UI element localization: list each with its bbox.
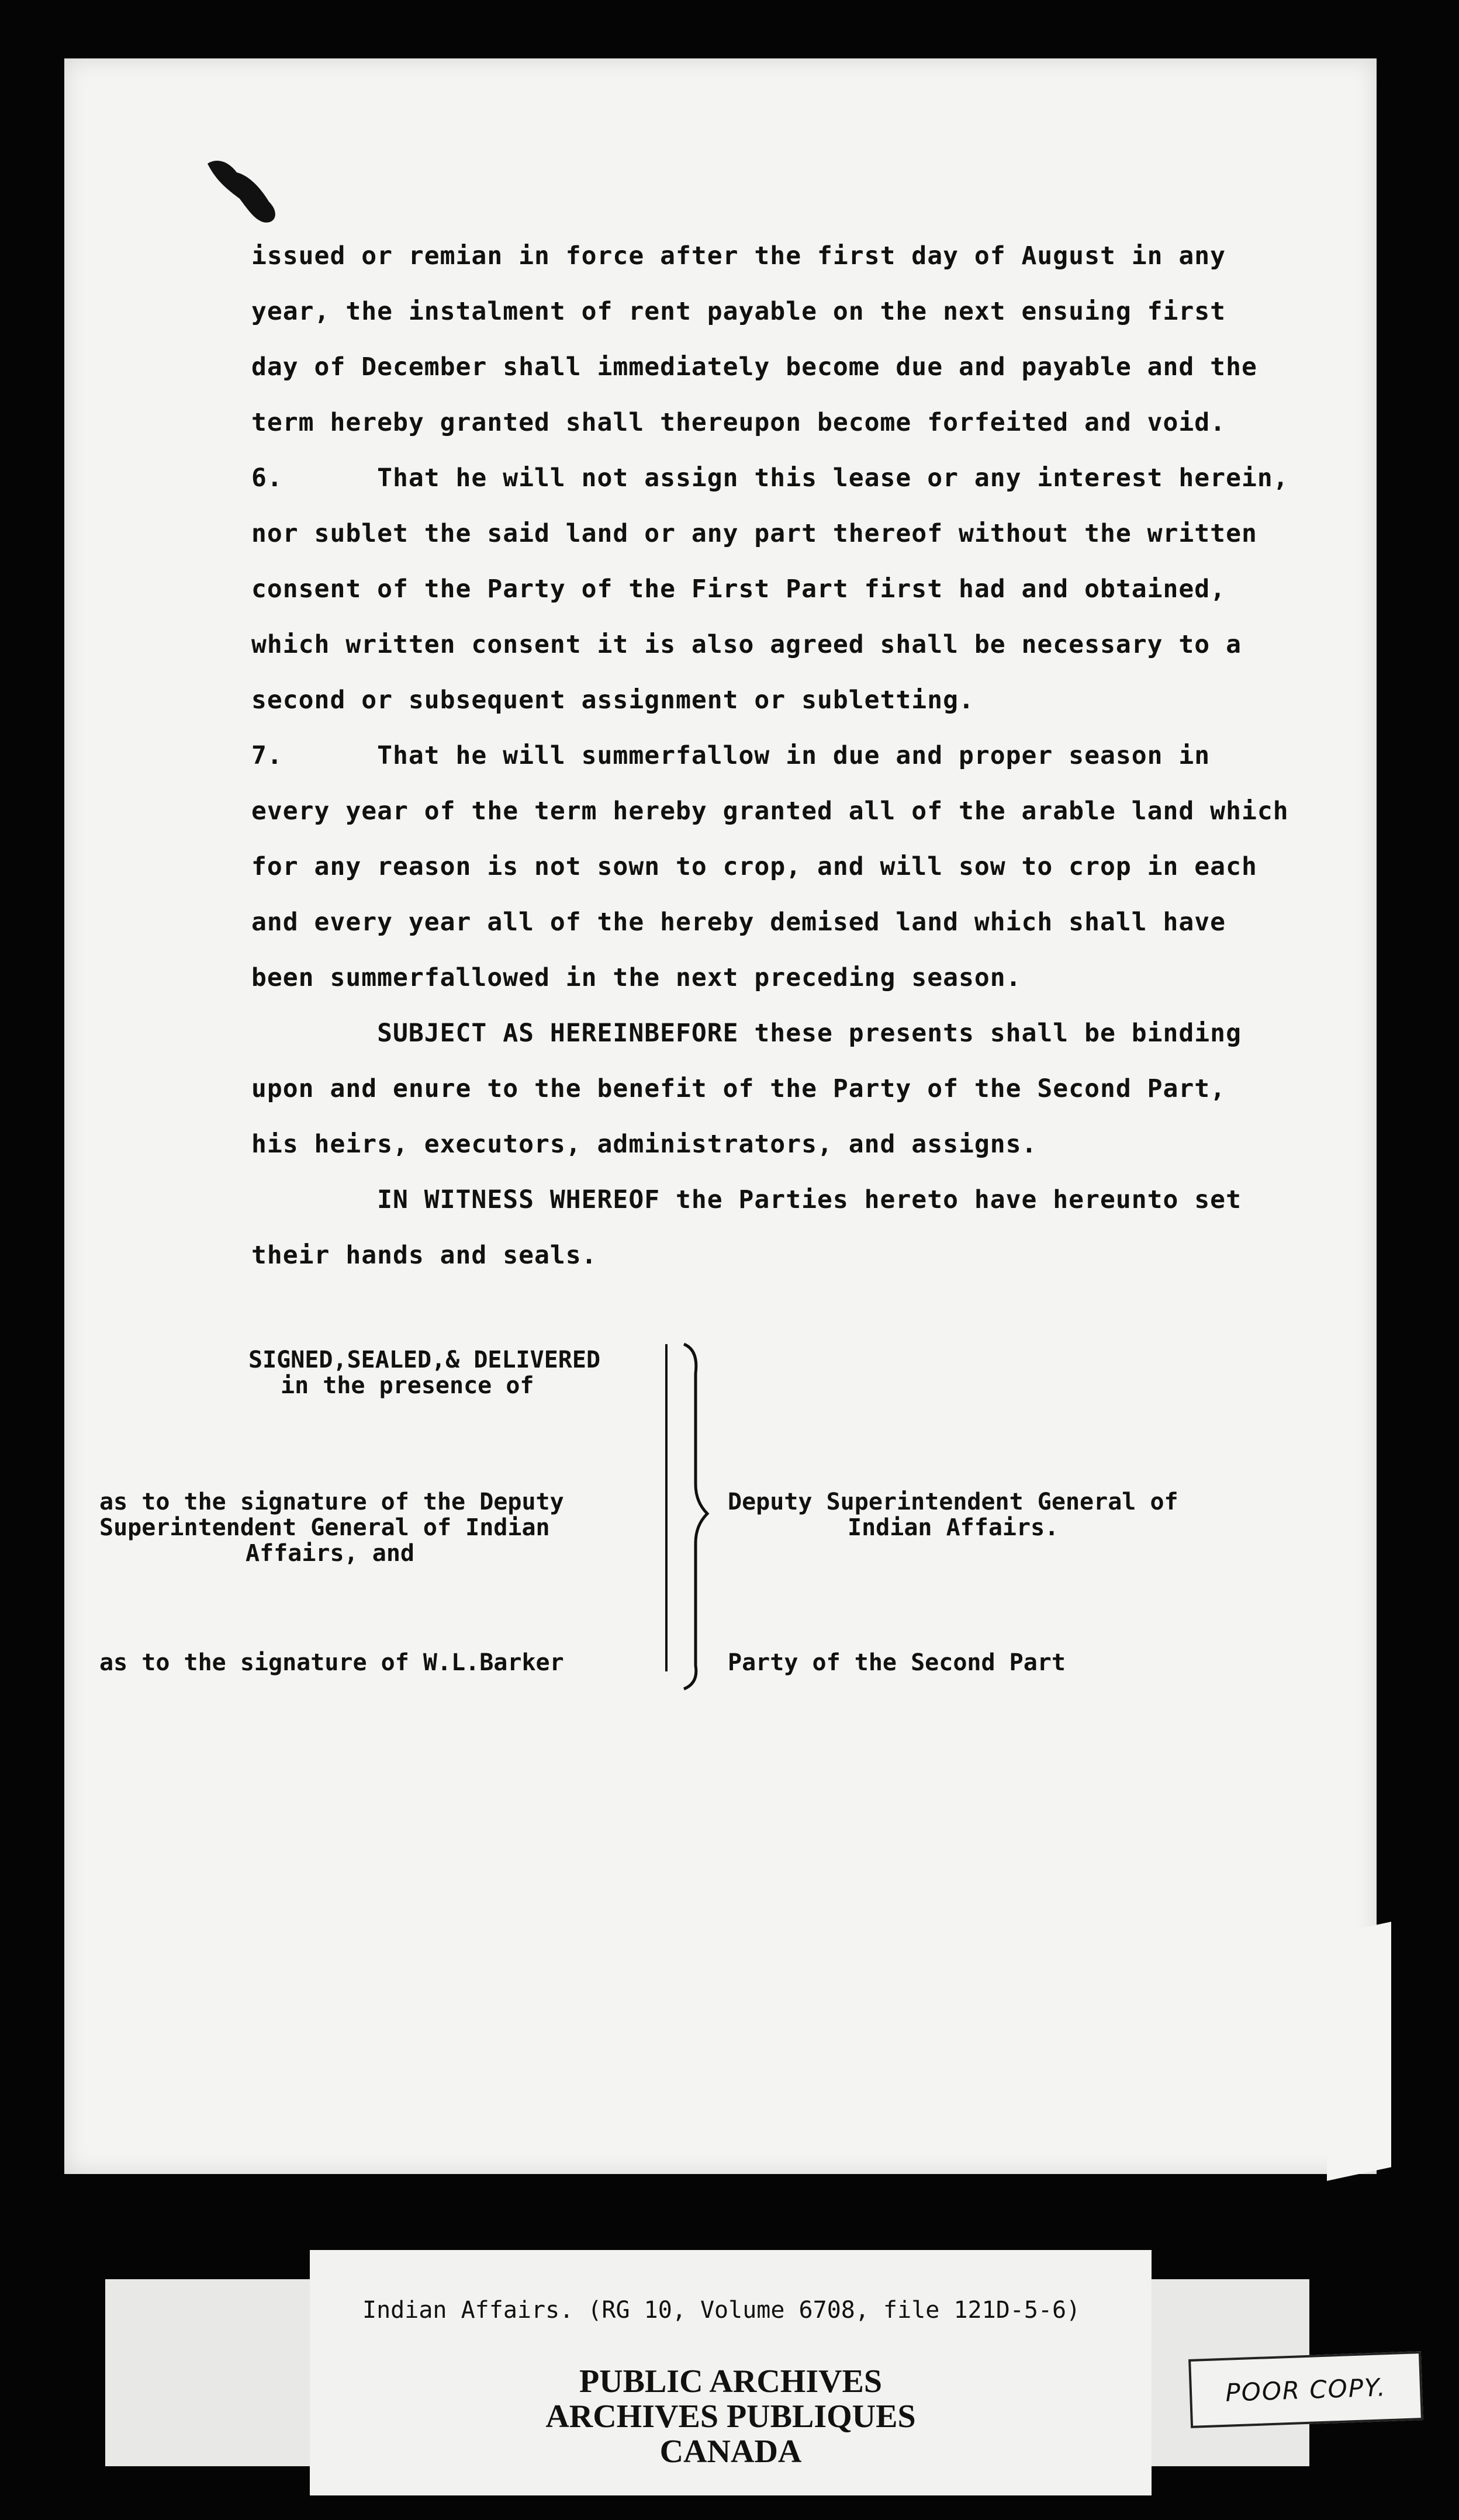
witness-deputy-line3: Affairs, and: [246, 1540, 414, 1567]
text-line-14: been summerfallowed in the next preceding season.: [251, 963, 1022, 992]
text-line-16: upon and enure to the benefit of the Party of the Second Part,: [251, 1074, 1226, 1103]
text-line-4: term hereby granted shall thereupon become forfeited and void.: [251, 408, 1226, 437]
text-line-18: IN WITNESS WHEREOF the Parties hereto have hereunto set: [251, 1185, 1242, 1214]
text-line-1: issued or remian in force after the first day of August in any: [251, 241, 1226, 271]
torn-page-corner: [1327, 1922, 1391, 2180]
signature-bracket: [672, 1338, 719, 1695]
poor-copy-text: POOR COPY.: [1225, 2372, 1387, 2407]
label-strip-left: [105, 2279, 316, 2466]
signed-sealed-delivered: SIGNED,SEALED,& DELIVERED: [248, 1346, 601, 1373]
text-line-6: nor sublet the said land or any part thereof without the written: [251, 519, 1257, 548]
text-line-19: their hands and seals.: [251, 1241, 597, 1270]
text-line-8: which written consent it is also agreed shall be necessary to a: [251, 630, 1242, 659]
text-line-10: 7. That he will summerfallow in due and proper season in: [251, 741, 1211, 770]
text-line-2: year, the instalment of rent payable on the next ensuing first: [251, 297, 1226, 326]
archive-reference: Indian Affairs. (RG 10, Volume 6708, file 121D-5-6): [362, 2297, 1081, 2324]
deputy-superintendent-line2: Indian Affairs.: [848, 1514, 1059, 1541]
deputy-superintendent-line1: Deputy Superintendent General of: [728, 1489, 1178, 1515]
poor-copy-stamp: [1188, 2351, 1423, 2428]
text-line-7: consent of the Party of the First Part first had and obtained,: [251, 574, 1226, 604]
witness-deputy-line1: as to the signature of the Deputy: [99, 1489, 564, 1515]
archives-publiques: ARCHIVES PUBLIQUES: [545, 2398, 916, 2435]
text-line-13: and every year all of the hereby demised land which shall have: [251, 908, 1226, 937]
witness-barker: as to the signature of W.L.Barker: [99, 1649, 564, 1676]
text-line-12: for any reason is not sown to crop, and will sow to crop in each: [251, 852, 1257, 881]
in-presence-of: in the presence of: [281, 1372, 534, 1399]
signature-divider-line: [661, 1344, 672, 1671]
text-line-15: SUBJECT AS HEREINBEFORE these presents shall be binding: [251, 1019, 1242, 1048]
ink-blot: [205, 158, 286, 228]
text-line-5: 6. That he will not assign this lease or any interest herein,: [251, 463, 1289, 493]
witness-deputy-line2: Superintendent General of Indian: [99, 1514, 550, 1541]
public-archives: PUBLIC ARCHIVES: [579, 2363, 883, 2400]
text-line-9: second or subsequent assignment or subletting.: [251, 686, 974, 715]
party-second-part: Party of the Second Part: [728, 1649, 1066, 1676]
canada: CANADA: [659, 2434, 802, 2470]
text-line-3: day of December shall immediately become due and payable and the: [251, 352, 1257, 382]
text-line-11: every year of the term hereby granted all of the arable land which: [251, 797, 1289, 826]
text-line-17: his heirs, executors, administrators, and assigns.: [251, 1130, 1038, 1159]
